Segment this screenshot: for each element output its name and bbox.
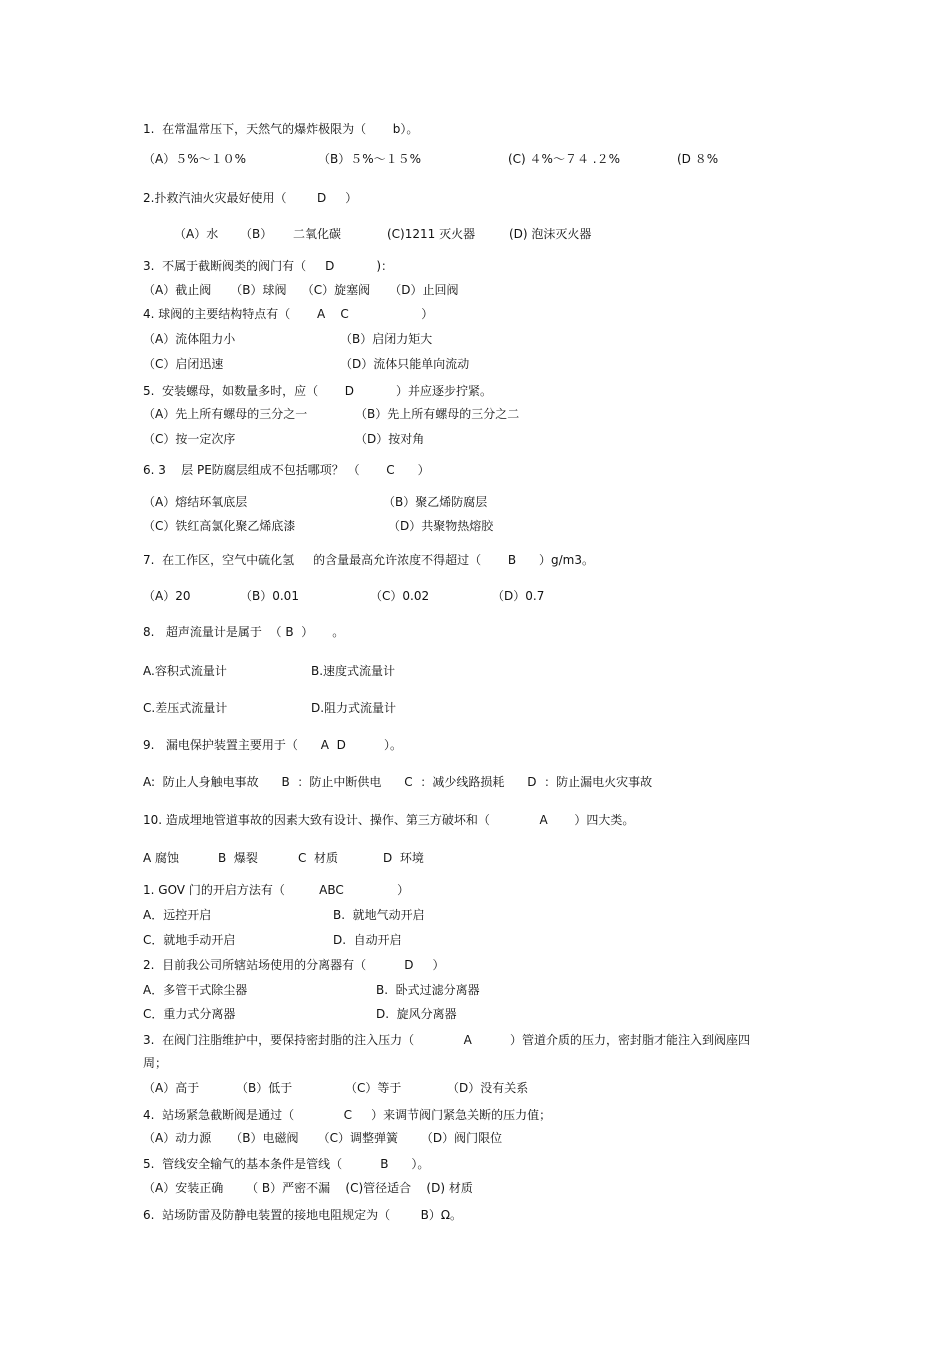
text-segment: 5. 管线安全输气的基本条件是管线（ B ）。 [143, 1157, 430, 1171]
s2-q3-options [0, 1080, 950, 1096]
text-segment: （D）没有关系 [447, 1081, 529, 1095]
text-segment: C．重力式分离器 [143, 1007, 236, 1021]
text-segment: A: 防止人身触电事故 B ：防止中断供电 C ：减少线路损耗 D ：防止漏电火灾事故 [143, 775, 653, 789]
q9-options [0, 774, 950, 790]
text-segment: C．就地手动开启 [143, 933, 236, 947]
text-segment: （A）流体阻力小 [143, 332, 236, 346]
text-segment: （A）水 [174, 227, 219, 241]
q4-options-cd [0, 356, 950, 372]
text-segment: （A）熔结环氧底层 [143, 495, 248, 509]
q6-options-cd [0, 518, 950, 534]
text-segment: （D）共聚物热熔胶 [388, 519, 494, 533]
q2-options [0, 226, 950, 242]
q7-stem [0, 552, 950, 568]
text-segment: B.速度式流量计 [311, 664, 396, 678]
q10-stem [0, 812, 950, 828]
text-segment: 7. 在工作区，空气中硫化氢 的含量最高允许浓度不得超过（ B ）g/m3。 [143, 553, 594, 567]
text-segment: D 环境 [383, 851, 424, 865]
q6-options-ab [0, 494, 950, 510]
text-segment: （C）铁红高氯化聚乙烯底漆 [143, 519, 296, 533]
text-segment: （C）启闭迅速 [143, 357, 224, 371]
text-segment: (C) ４%～７４ .２% [508, 152, 620, 166]
text-segment: (D) 泡沫灭火器 [509, 227, 592, 241]
text-segment: （B）低于 [236, 1081, 293, 1095]
s2-q5-stem [0, 1156, 950, 1172]
q1-stem [0, 121, 950, 137]
q4-stem [0, 306, 950, 322]
text-segment: 8. 超声流量计是属于 （ B ） 。 [143, 625, 345, 639]
text-segment: A．多管干式除尘器 [143, 983, 248, 997]
text-segment: （A）高于 [143, 1081, 200, 1095]
text-segment: 6. 站场防雷及防静电装置的接地电阻规定为（ B）Ω。 [143, 1208, 462, 1222]
text-segment: 1. GOV 门的开启方法有（ ABC ） [143, 883, 410, 897]
s2-q1-options-ab [0, 907, 950, 923]
text-segment: （C）等于 [345, 1081, 402, 1095]
text-segment: 5. 安装螺母，如数量多时，应（ D ）并应逐步拧紧。 [143, 384, 492, 398]
text-segment: （A）动力源 （B）电磁阀 （C）调整弹簧 （D）阀门限位 [143, 1131, 503, 1145]
q1-options [0, 151, 950, 167]
text-segment: 4. 站场紧急截断阀是通过（ C ）来调节阀门紧急关断的压力值； [143, 1108, 552, 1122]
s2-q1-stem [0, 882, 950, 898]
s2-q4-options [0, 1130, 950, 1146]
q8-stem [0, 624, 950, 640]
text-segment: 二氧化碳 [293, 227, 342, 241]
text-segment: （D）0.7 [492, 589, 545, 603]
text-segment: （B）先上所有螺母的三分之二 [355, 407, 520, 421]
text-segment: A.容积式流量计 [143, 664, 227, 678]
text-segment: (D ８% [677, 152, 719, 166]
text-segment: 9. 漏电保护装置主要用于（ A D ）。 [143, 738, 403, 752]
q5-options-ab [0, 406, 950, 422]
s2-q2-stem [0, 957, 950, 973]
text-segment: 周； [143, 1056, 168, 1070]
text-segment: 2. 目前我公司所辖站场使用的分离器有（ D ） [143, 958, 445, 972]
text-segment: C 材质 [298, 851, 339, 865]
text-segment: （B）0.01 [240, 589, 299, 603]
s2-q2-options-ab [0, 982, 950, 998]
text-segment: (C)1211 灭火器 [387, 227, 476, 241]
q5-options-cd [0, 431, 950, 447]
text-segment: （B）５%～１５% [318, 152, 422, 166]
text-segment: （A）20 [143, 589, 191, 603]
q3-options [0, 282, 950, 298]
s2-q2-options-cd [0, 1006, 950, 1022]
text-segment: A．远控开启 [143, 908, 212, 922]
text-segment: 2.扑救汽油火灾最好使用（ D ） [143, 191, 358, 205]
text-segment: （D）流体只能单向流动 [340, 357, 470, 371]
text-segment: （B） [240, 227, 273, 241]
s2-q1-options-cd [0, 932, 950, 948]
q4-options-ab [0, 331, 950, 347]
text: 1. 在常温常压下，天然气的爆炸极限为（ b）。 [143, 122, 419, 136]
text-segment: （B）聚乙烯防腐层 [383, 495, 488, 509]
text-segment: （A）５%～１０% [143, 152, 247, 166]
q5-stem [0, 383, 950, 399]
text-segment: 3. 在阀门注脂维护中，要保持密封脂的注入压力（ A ）管道介质的压力，密封脂才能注入到阀座四 [143, 1033, 751, 1047]
q8-options-ab [0, 663, 950, 679]
text-segment: D. 旋风分离器 [376, 1007, 457, 1021]
q6-stem [0, 462, 950, 478]
text-segment: 6. 3 层 PE防腐层组成不包括哪项？ （ C ） [143, 463, 430, 477]
text-segment: （A）先上所有螺母的三分之一 [143, 407, 308, 421]
text-segment: （B）启闭力矩大 [340, 332, 433, 346]
s2-q3-stem-cont [0, 1055, 950, 1071]
text-segment: （C）0.02 [370, 589, 430, 603]
s2-q6-stem [0, 1207, 950, 1223]
q10-options [0, 850, 950, 866]
text-segment: 3. 不属于截断阀类的阀门有（ D )： [143, 259, 394, 273]
q8-options-cd [0, 700, 950, 716]
text-segment: （A）安装正确 （ B）严密不漏 (C)管径适合 (D) 材质 [143, 1181, 473, 1195]
text-segment: （D）按对角 [355, 432, 425, 446]
text-segment: D. 自动开启 [333, 933, 402, 947]
text-segment: 4. 球阀的主要结构特点有（ A C ） [143, 307, 434, 321]
text-segment: B. 就地气动开启 [333, 908, 425, 922]
q7-options [0, 588, 950, 604]
text-segment: （A）截止阀 （B）球阀 （C）旋塞阀 （D）止回阀 [143, 283, 459, 297]
s2-q4-stem [0, 1107, 950, 1123]
q9-stem [0, 737, 950, 753]
q2-stem [0, 190, 950, 206]
text-segment: B 爆裂 [218, 851, 258, 865]
text-segment: A 腐蚀 [143, 851, 180, 865]
q3-stem [0, 258, 950, 274]
s2-q3-stem [0, 1032, 950, 1048]
text-segment: 10. 造成埋地管道事故的因素大致有设计、操作、第三方破坏和（ A ）四大类。 [143, 813, 635, 827]
text-segment: B. 卧式过滤分离器 [376, 983, 480, 997]
s2-q5-options [0, 1180, 950, 1196]
text-segment: （C）按一定次序 [143, 432, 236, 446]
text-segment: C.差压式流量计 [143, 701, 228, 715]
text-segment: D.阻力式流量计 [311, 701, 397, 715]
